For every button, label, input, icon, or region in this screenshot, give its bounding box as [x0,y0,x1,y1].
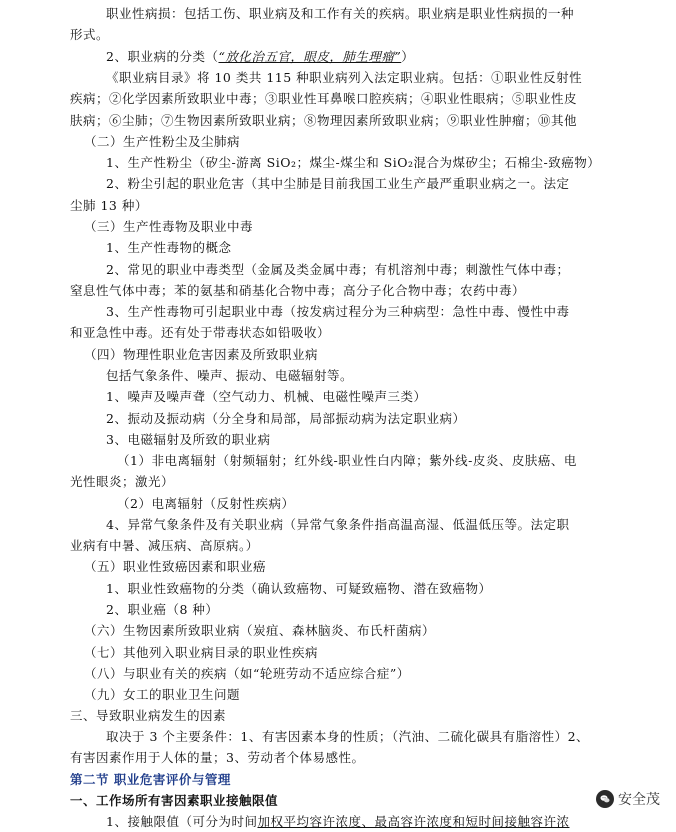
text-line: 4、异常气象条件及有关职业病（异常气象条件指高温高湿、低温低压等。法定职 [106,517,570,532]
text-line: 有害因素作用于人体的量；3、劳动者个体易感性。 [70,750,365,765]
text-fragment: 2、职业病的分类（ [106,49,219,64]
text-line: 2、常见的职业中毒类型（金属及类金属中毒；有机溶剂中毒；刺激性气体中毒； [106,262,570,277]
text-line: 窒息性气体中毒；苯的氨基和硝基化合物中毒；高分子化合物中毒；农药中毒） [70,283,526,298]
text-line: 1、职业性致癌物的分类（确认致癌物、可疑致癌物、潜在致癌物） [106,581,492,596]
underlined-text: 加权平均容许浓度、最高容许浓度和短时间接触容许浓 [257,814,570,829]
text-line [106,812,610,832]
section-heading: （六）生物因素所致职业病（炭疽、森林脑炎、布氏杆菌病） [84,623,436,638]
text-line: 业病有中暑、减压病、高原病。） [70,538,259,553]
text-line: 肤病；⑥尘肺；⑦生物因素所致职业病；⑧物理因素所致职业病；⑨职业性肿瘤；⑩其他 [70,113,578,128]
text-line: （1）非电离辐射（射频辐射；红外线-职业性白内障；紫外线-皮炎、皮肤癌、电 [117,453,577,468]
text-line: 1、噪声及噪声聋（空气动力、机械、电磁性噪声三类） [106,389,427,404]
section-heading: （八）与职业有关的疾病（如“轮班劳动不适应综合症”） [84,666,410,681]
section-heading: （二）生产性粉尘及尘肺病 [84,134,241,149]
watermark-text: 安全茂 [618,792,660,808]
text-line: （2）电离辐射（反射性疾病） [117,496,295,511]
text-line: 《职业病目录》将 10 类共 115 种职业病列入法定职业病。包括：①职业性反射性 [106,70,583,85]
watermark [592,787,664,811]
text-line: 包括气象条件、噪声、振动、电磁辐射等。 [106,368,354,383]
text-line: 3、电磁辐射及所致的职业病 [106,432,271,447]
text-line: 和亚急性中毒。还有处于带毒状态如铅吸收） [70,325,331,340]
section-heading: （七）其他列入职业病目录的职业性疾病 [84,645,319,660]
section-heading: （三）生产性毒物及职业中毒 [84,219,254,234]
text-line: 疾病；②化学因素所致职业中毒；③职业性耳鼻喉口腔疾病；④职业性眼病；⑤职业性皮 [70,91,578,106]
section-heading: （九）女工的职业卫生问题 [84,687,241,702]
text-line: 形式。 [70,27,110,42]
text-line: 1、生产性粉尘（矽尘-游离 SiO₂；煤尘-煤尘和 SiO₂混合为煤矽尘；石棉尘-致癌物） [106,155,601,170]
text-line: 2、职业癌（8 种） [106,602,219,617]
text-line: 2、粉尘引起的职业危害（其中尘肺是目前我国工业生产最严重职业病之一。法定 [106,176,570,191]
section-heading: （四）物理性职业危害因素及所致职业病 [84,347,319,362]
section-heading: 一、工作场所有害因素职业接触限值 [70,793,279,808]
text-line [106,47,610,67]
text-line: 光性眼炎；激光） [70,474,175,489]
mnemonic-text: “放化治五官，眼皮，肺生理瘤” [218,49,402,64]
text-line: 取决于 3 个主要条件：1、有害因素本身的性质；（汽油、二硫化碳具有脂溶性）2、 [106,729,590,744]
chapter-heading: 第二节 职业危害评价与管理 [70,772,231,787]
text-line: 1、生产性毒物的概念 [106,240,232,255]
text-line: 3、生产性毒物可引起职业中毒（按发病过程分为三种病型：急性中毒、慢性中毒 [106,304,570,319]
section-heading: （五）职业性致癌因素和职业癌 [84,559,267,574]
text-line: 尘肺 13 种） [70,198,148,213]
text-fragment: 1、接触限值（可分为时间 [106,814,258,829]
text-fragment: ） [401,49,415,64]
text-line: 2、振动及振动病（分全身和局部，局部振动病为法定职业病） [106,411,466,426]
wechat-icon [596,790,614,808]
section-heading: 三、导致职业病发生的因素 [70,708,227,723]
text-line: 职业性病损：包括工伤、职业病及和工作有关的疾病。职业病是职业性病损的一种 [106,6,575,21]
